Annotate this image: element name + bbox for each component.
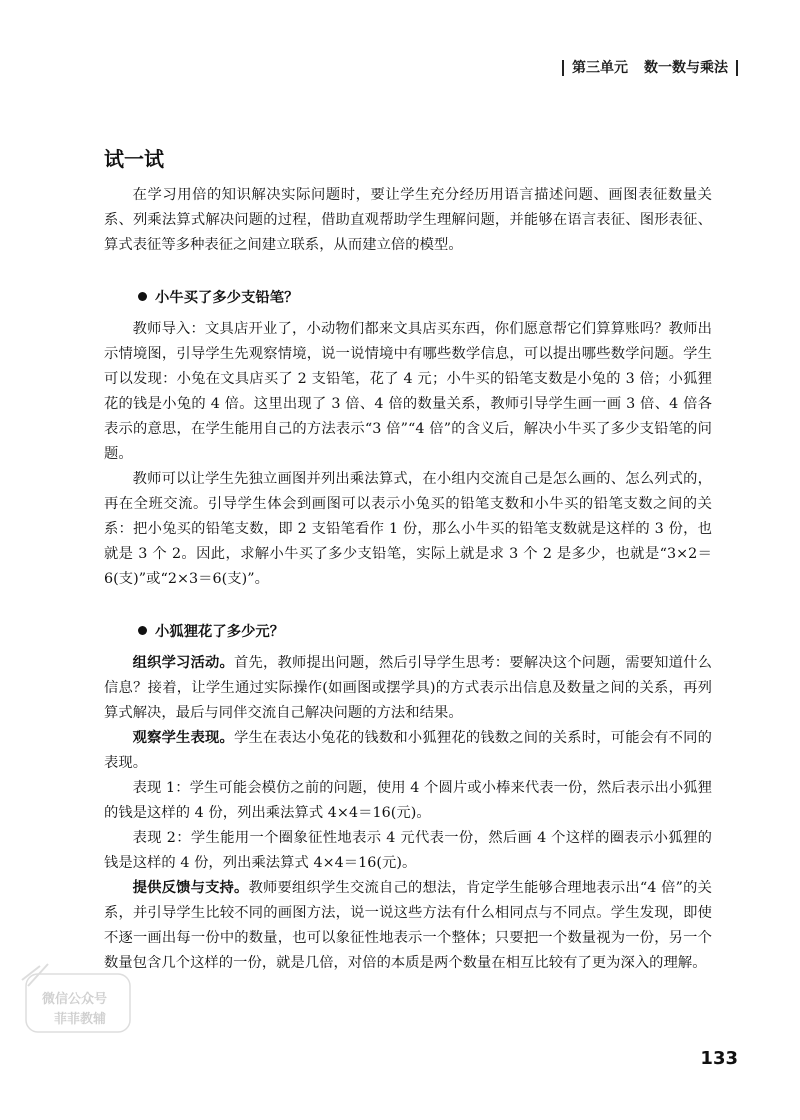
page-number: 133 <box>700 1048 738 1069</box>
page-content <box>104 183 712 976</box>
header-title: 数一数与乘法 <box>644 60 728 76</box>
lead-organize: 组织学习活动。 <box>132 655 235 671</box>
part2-paragraph-expression-1: 表现 1：学生可能会模仿之前的问题，使用 4 个圆片或小棒来代表一份，然后表示出小狐狸的钱是这样的 4 份，列出乘法算式 4×4＝16(元)。 <box>104 780 712 821</box>
watermark-line1: 微信公众号 <box>42 992 108 1007</box>
observe-text: 学生在表达小兔花的钱数和小狐狸花的钱数之间的关系时，可能会有不同的表现。 <box>104 730 712 771</box>
lead-feedback: 提供反馈与支持。 <box>132 880 249 896</box>
part1-paragraph: 教师导入：文具店开业了，小动物们都来文具店买东西，你们愿意帮它们算算账吗？教师出示情境图，引导学生先观察情境，说一说情境中有哪些数学信息，可以提出哪些数学问题。学生可以发现：小兔在文具店买了 2 支铅笔，花了 4 元；小牛买的铅笔支数是小兔的 3 倍；小狐狸花的钱是小兔的 4 倍。这里出现了 3 倍、4 倍的数量关系，教师引导学生画一画 3 倍、4 倍各表示的意思，在学生能用自己的方法表示“3 倍”“4 倍”的含义后，解决小牛买了多少支铅笔的问题。 <box>104 321 712 462</box>
organize-text: 首先，教师提出问题，然后引导学生思考：要解决这个问题，需要知道什么信息？接着，让学生通过实际操作(如画图或摆学具)的方式表示出信息及数量之间的关系，再列算式解决，最后与同伴交流自己解决问题的方法和结果。 <box>104 655 712 721</box>
header-unit: 第三单元 <box>572 60 628 76</box>
part2-paragraph-feedback <box>104 876 712 976</box>
watermark-line2: 菲菲教辅 <box>54 1012 107 1027</box>
intro-paragraph: 在学习用倍的知识解决实际问题时，要让学生充分经历用语言描述问题、画图表征数量关系、列乘法算式解决问题的过程，借助直观帮助学生理解问题，并能够在语言表征、图形表征、算式表征等多种表征之间建立联系，从而建立倍的模型。 <box>104 187 712 253</box>
part2-paragraph-expression-2: 表现 2：学生能用一个圈象征性地表示 4 元代表一份，然后画 4 个这样的圈表示小狐狸的钱是这样的 4 份，列出乘法算式 4×4＝16(元)。 <box>104 830 712 871</box>
part2-paragraph-observe <box>104 726 712 776</box>
part2-paragraph-organize <box>104 651 712 726</box>
bullet-icon <box>138 292 147 301</box>
lead-observe: 观察学生表现。 <box>132 730 235 746</box>
part2-heading <box>104 620 712 645</box>
part1-heading-text: 小牛买了多少支铅笔？ <box>155 290 299 306</box>
running-header <box>562 60 738 76</box>
feedback-text: 教师要组织学生交流自己的想法，肯定学生能够合理地表示出“4 倍”的关系，并引导学生比较不同的画图方法，说一说这些方法有什么相同点与不同点。学生发现，即使不逐一画出每一份中的数量，也可以象征性地表示一个整体；只要把一个数量视为一份，另一个数量包含几个这样的一份，就是几倍，对倍的本质是两个数量在相互比较有了更为深入的理解。 <box>104 880 712 971</box>
bullet-icon <box>138 626 147 635</box>
part2-heading-text: 小狐狸花了多少元？ <box>155 624 285 640</box>
section-title: 试一试 <box>104 147 164 171</box>
part1-heading <box>104 286 712 311</box>
part1-paragraph: 教师可以让学生先独立画图并列出乘法算式，在小组内交流自己是怎么画的、怎么列式的，再在全班交流。引导学生体会到画图可以表示小兔买的铅笔支数和小牛买的铅笔支数之间的关系：把小兔买的铅笔支数，即 2 支铅笔看作 1 份，那么小牛买的铅笔支数就是这样的 3 份，也就是 3 个 2。因此，求解小牛买了多少支铅笔，实际上就是求 3 个 2 是多少，也就是“3×2＝6(支)”或“2×3＝6(支)”。 <box>104 471 712 587</box>
watermark <box>18 960 136 1040</box>
